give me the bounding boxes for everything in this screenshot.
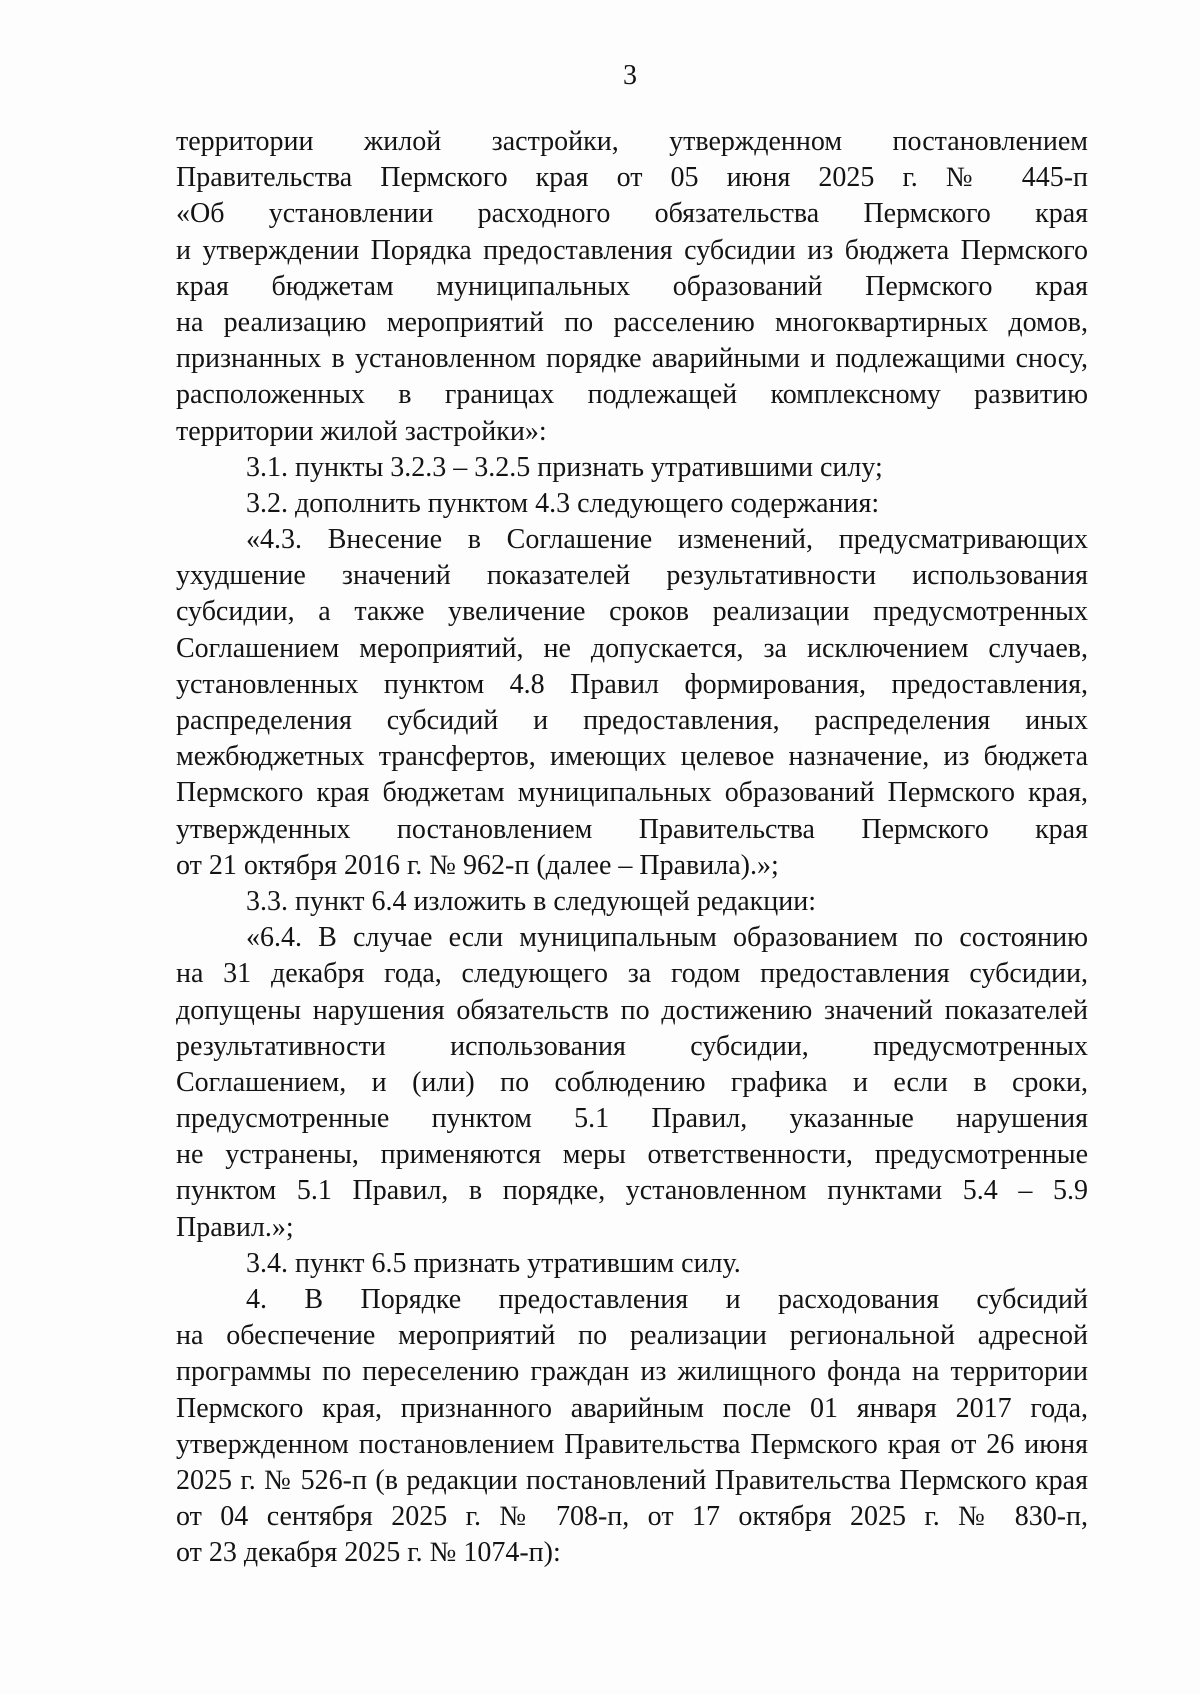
text-line: 3.3. пункт 6.4 изложить в следующей редакции: [246,885,816,917]
text-line: 3.1. пункты 3.2.3 – 3.2.5 признать утратившими силу; [246,451,883,483]
text-line: территории жилой застройки, утвержденном постановлением [176,126,1088,157]
text-line: Пермского края бюджетам муниципальных образований Пермского края, [176,777,1088,809]
text-line: допущены нарушения обязательств по достижению значений показателей [176,994,1088,1026]
text-line: территории жилой застройки»: [176,415,547,447]
text-line: от 23 декабря 2025 г. № 1074-п): [176,1537,561,1569]
text-line: 4. В Порядке предоставления и расходования субсидий [246,1284,1088,1315]
text-line: утвержденном постановлением Правительства Пермского края от 26 июня [176,1428,1088,1460]
text-line: на 31 декабря года, следующего за годом предоставления субсидии, [176,958,1088,990]
text-line: программы по переселению граждан из жилищного фонда на территории [176,1356,1088,1388]
text-line: на реализацию мероприятий по расселению многоквартирных домов, [176,306,1088,338]
text-line: признанных в установленном порядке аварийными и подлежащими сносу, [176,343,1088,375]
text-line: 3.2. дополнить пунктом 4.3 следующего содержания: [246,487,880,519]
document-body [176,124,1088,1572]
text-line: не устранены, применяются меры ответственности, предусмотренные [176,1139,1088,1171]
text-line: 2025 г. № 526-п (в редакции постановлений Правительства Пермского края [176,1464,1088,1496]
text-line: края бюджетам муниципальных образований Пермского края [176,270,1088,302]
text-line: от 21 октября 2016 г. № 962-п (далее – Правила).»; [176,849,779,881]
text-line: пунктом 5.1 Правил, в порядке, установленном пунктами 5.4 – 5.9 [176,1175,1088,1207]
text-line: утвержденных постановлением Правительства Пермского края [176,813,1088,845]
text-line: предусмотренные пунктом 5.1 Правил, указанные нарушения [176,1103,1088,1135]
page-number: 3 [623,60,637,91]
text-line: Пермского края, признанного аварийным после 01 января 2017 года, [176,1392,1088,1424]
text-line: установленных пунктом 4.8 Правил формирования, предоставления, [176,668,1088,700]
text-line: результативности использования субсидии, предусмотренных [176,1030,1088,1062]
text-line: Соглашением мероприятий, не допускается, за исключением случаев, [176,632,1088,664]
text-line: субсидии, а также увеличение сроков реализации предусмотренных [176,596,1088,628]
text-line: «Об установлении расходного обязательства Пермского края [176,198,1088,230]
text-line: «4.3. Внесение в Соглашение изменений, предусматривающих [246,524,1088,556]
text-line: расположенных в границах подлежащей комплексному развитию [176,379,1088,411]
text-line: Соглашением, и (или) по соблюдению графика и если в сроки, [176,1066,1088,1098]
text-line: Правительства Пермского края от 05 июня 2025 г. № 445-п [176,162,1088,194]
text-line: от 04 сентября 2025 г. № 708-п, от 17 октября 2025 г. № 830-п, [176,1501,1088,1533]
text-line: ухудшение значений показателей результативности использования [176,560,1088,592]
text-line: межбюджетных трансфертов, имеющих целевое назначение, из бюджета [176,741,1088,773]
text-line: на обеспечение мероприятий по реализации региональной адресной [176,1320,1088,1352]
text-line: и утверждении Порядка предоставления субсидии из бюджета Пермского [176,234,1088,266]
text-line: распределения субсидий и предоставления, распределения иных [176,705,1088,736]
text-line: «6.4. В случае если муниципальным образованием по состоянию [246,922,1088,954]
text-line: Правил.»; [176,1211,294,1243]
text-line: 3.4. пункт 6.5 признать утратившим силу. [246,1247,741,1279]
